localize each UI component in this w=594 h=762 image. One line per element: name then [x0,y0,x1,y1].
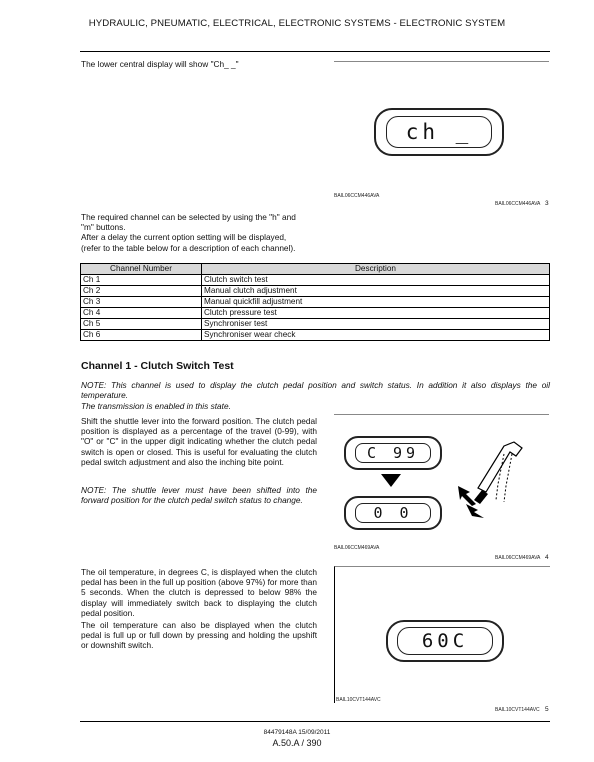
figure-3-code: BAIL06CCM446AVA [334,193,380,199]
table-row [81,286,550,297]
figure-3-display-text: ch _ [386,116,492,148]
channel-select-line-3: After a delay the current option setting will be displayed, [81,232,287,243]
table-cell: Manual quickfill adjustment [202,297,550,308]
figure-5-display-text: 60C [397,627,493,655]
figure-4-rule [334,414,549,415]
table-cell: Clutch switch test [202,275,550,286]
figure-5-code: BAIL10CVT144AVC [336,697,381,703]
section-title: Channel 1 - Clutch Switch Test [81,360,234,372]
paragraph-oil-temperature: The oil temperature, in degrees C, is displayed when the clutch pedal has been in the full up position (above 97%) for more than 5 seconds. When the clutch is depressed to below 98% the display will immediately switch back to displaying the clutch pedal position. [81,567,317,618]
table-cell: Ch 5 [81,319,202,330]
figure-4-upper-display-text: C 99 [355,443,431,463]
figure-4-lower-display [344,496,442,530]
table-row [81,319,550,330]
footer-document-number: 84479148A 15/09/2011 [263,729,331,736]
table-row [81,275,550,286]
footer-rule [80,721,550,722]
figure-5-display [386,620,504,662]
paragraph-oil-temperature-display: The oil temperature can also be displayed when the clutch pedal is full up or full down by pressing and holding the upshift or downshift switch. [81,620,317,651]
channel-select-text [81,212,331,253]
figure-4-number: 4 [545,554,549,561]
header-rule [80,51,550,52]
figure-4-lower-display-text: 0 0 [355,503,431,523]
table-cell: Ch 6 [81,330,202,341]
table-header-channel: Channel Number [81,264,202,275]
figure-4-code-right: BAIL06CCM469AVA [495,555,541,561]
channel-select-line-2: "m" buttons. [81,222,126,233]
table-cell: Synchroniser wear check [202,330,550,341]
figure-4-code: BAIL06CCM469AVA [334,545,380,551]
table-header-description: Description [202,264,550,275]
page-header-title: HYDRAULIC, PNEUMATIC, ELECTRICAL, ELECTRONIC SYSTEMS - ELECTRONIC SYSTEM [88,18,506,29]
figure-4-upper-display [344,436,442,470]
table-cell: Ch 2 [81,286,202,297]
figure-4-down-arrow-icon [381,474,401,488]
note-1b: The transmission is enabled in this state. [81,401,231,411]
table-row [81,330,550,341]
figure-3-number: 3 [545,200,549,207]
table-row [81,297,550,308]
table-row [81,308,550,319]
figure-5-code-right: BAIL10CVT144AVC [495,707,540,713]
figure-3-display [374,108,504,156]
footer-page-number: A.50.A / 390 [272,738,322,748]
table-cell: Clutch pressure test [202,308,550,319]
table-cell: Ch 4 [81,308,202,319]
figure-4-clutch-pedal-icon [452,440,532,520]
table-cell: Manual clutch adjustment [202,286,550,297]
note-2: NOTE: The shuttle lever must have been shifted into the forward position for the clutch pedal switch status to change. [81,485,317,506]
figure-3-code-right: BAIL06CCM446AVA [495,201,541,207]
figure-3-rule [334,61,549,62]
channel-select-line-1: The required channel can be selected by using the "h" and [81,212,296,222]
figure-5-number: 5 [545,706,549,713]
table-cell: Ch 1 [81,275,202,286]
table-cell: Ch 3 [81,297,202,308]
channel-table [80,263,550,341]
table-header-row [81,264,550,275]
intro-text: The lower central display will show "Ch_ _" [81,59,239,69]
table-cell: Synchroniser test [202,319,550,330]
channel-select-line-4: (refer to the table below for a description of each channel). [81,242,296,253]
note-1: NOTE: This channel is used to display the clutch pedal position and switch status. In addition it also displays the oil temperature. [81,380,550,401]
paragraph-pedal-position: Shift the shuttle lever into the forward position. The clutch pedal position is displayed as a percentage of the travel (0-99), with "O" or "C" in the upper digit indicating whether the clutch pedal switch is open or closed. This is useful for evaluating the clutch pedal switch adjustment and also the inching bite point. [81,416,317,467]
